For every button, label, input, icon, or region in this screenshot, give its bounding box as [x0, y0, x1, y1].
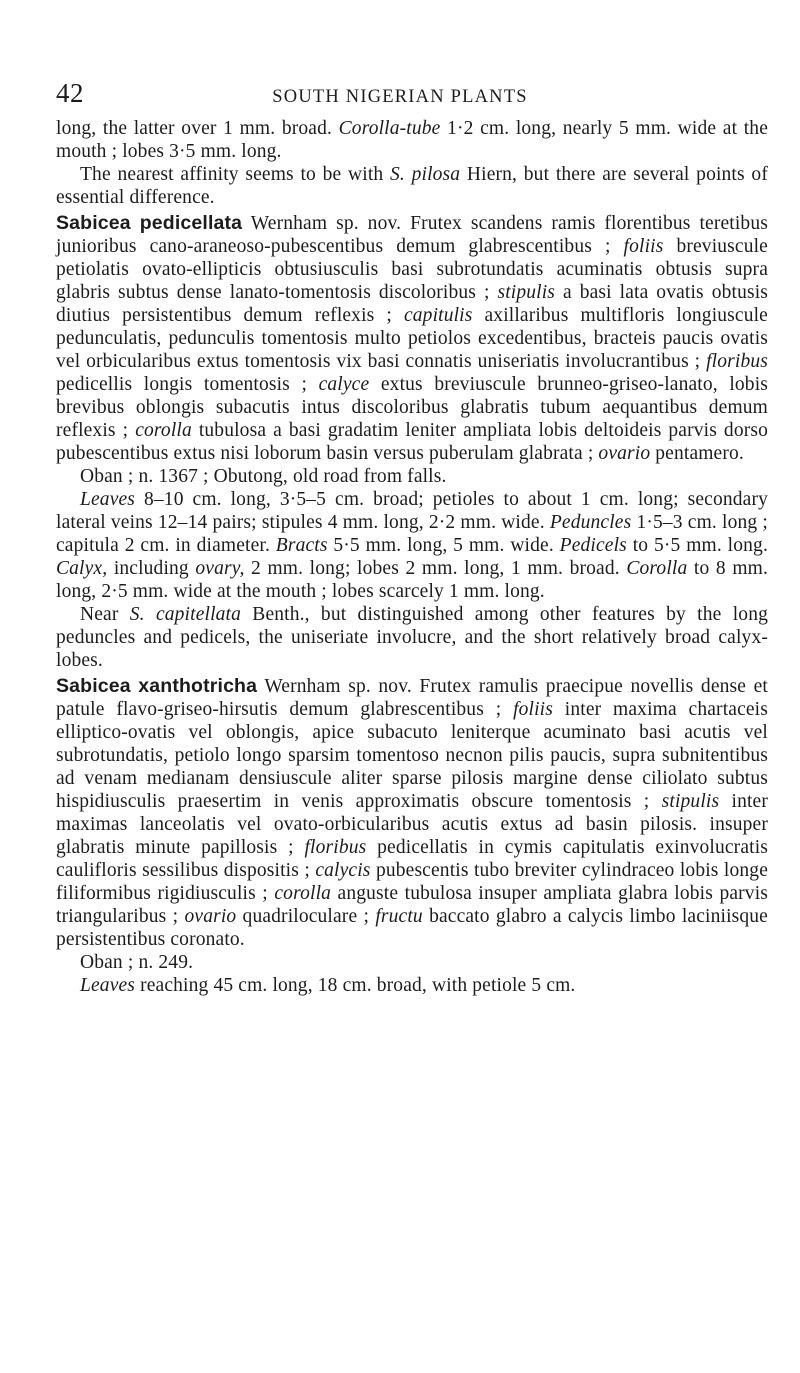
species-description-xanthotricha: Sabicea xanthotricha Wernham sp. nov. Frutex ramulis praecipue novellis dense et patule flavo-griseo-hirsutis demum glabrescentibus ; foliis inter maxima chartaceis elliptico-ovatis vel oblongis, apice subacuto leniterque acuminato basi acutis vel subrotundatis, petiolo longo sparsim tomentoso necnon pilis paucis, supra subnitentibus ad venam medianam densiuscule aliter sparse pilosis margine dense ciliolato subtus hispidiusculis praesertim in venis approximatis obscure tomentosis ; stipulis inter maximas lanceolatis vel ovato-orbicularibus acutis extus ad basin pilosis. insuper glabratis minute papillosis ; floribus pedicellatis in cymis capitulatis exinvolucratis caulifloris sessilibus dispositis ; calycis pubescentis tubo breviter cylindraceo lobis longe filiformibus rigidiusculis ; corolla anguste tubulosa insuper ampliata glabra lobis parvis triangularibus ; ovario quadriloculare ; fructu baccato glabro a calycis limbo laciniisque persistentibus coronato.: [56, 675, 769, 950]
species-epithet: xanthotricha: [138, 675, 258, 697]
species-author: Wernham sp. nov.: [264, 676, 412, 697]
specimen-locality: Oban ; n. 249.: [80, 952, 194, 973]
species-name: Sabicea: [56, 675, 131, 697]
species-description-pedicellata: Sabicea pedicellata Wernham sp. nov. Frutex scandens ramis florentibus teretibus junioribus cano-araneoso-pubescentibus demum glabrescentibus ; foliis breviuscule petiolatis ovato-ellipticis obtusiusculis basi subrotundatis acuminatis obtusis supra glabris subtus dense lanato-tomentosis discoloribus ; stipulis a basi lata ovatis obtusis diutius persistentibus demum reflexis ; capitulis axillaribus multifloris longiuscule pedunculatis, pedunculis tomentosis multo petiolos excedentibus, bracteis paucis ovatis vel orbicularibus extus tomentosis vix basi connatis uniseriatis involucrantibus ; floribus pedicellis longis tomentosis ; calyce extus breviuscule brunneo-griseo-lanato, lobis brevibus oblongis subacutis intus discoloribus glabratis tubum aequantibus demum reflexis ; corolla tubulosa a basi gradatim leniter ampliata lobis deltoideis parvis dorso pubescentibus extus nisi loborum basin versus puberulam glabrata ; ovario pentamero.: [56, 212, 769, 464]
species-epithet: pedicellata: [139, 212, 243, 234]
species-author: Wernham sp. nov.: [250, 213, 402, 234]
species-name: Sabicea: [56, 212, 131, 234]
running-head: SOUTH NIGERIAN PLANTS: [272, 87, 528, 107]
measurements: Leaves 8–10 cm. long, 3·5–5 cm. broad; petioles to about 1 cm. long; secondary lateral veins 12–14 pairs; stipules 4 mm. long, 2·2 mm. wide. Peduncles 1·5–3 cm. long ; capitula 2 cm. in diameter. Bracts 5·5 mm. long, 5 mm. wide. Pedicels to 5·5 mm. long. Calyx, including ovary, 2 mm. long; lobes 2 mm. long, 1 mm. broad. Corolla to 8 mm. long, 2·5 mm. wide at the mouth ; lobes scarcely 1 mm. long.: [56, 489, 769, 602]
page-body: [56, 117, 768, 997]
page-number: 42: [56, 78, 84, 108]
affinity-note: Near S. capitellata Benth., but distinguished among other features by the long peduncles and pedicels, the uniseriate involucre, and the short relatively broad calyx-lobes.: [56, 604, 768, 671]
continuation-paragraph: long, the latter over 1 mm. broad. Corolla-tube 1·2 cm. long, nearly 5 mm. wide at the mouth ; lobes 3·5 mm. long.: [56, 118, 768, 162]
specimen-locality: Oban ; n. 1367 ; Obutong, old road from falls.: [80, 466, 447, 487]
measurements: Leaves reaching 45 cm. long, 18 cm. broad, with petiole 5 cm.: [80, 975, 576, 996]
affinity-note: The nearest affinity seems to be with S. pilosa Hiern, but there are several points of essential difference.: [56, 164, 768, 208]
